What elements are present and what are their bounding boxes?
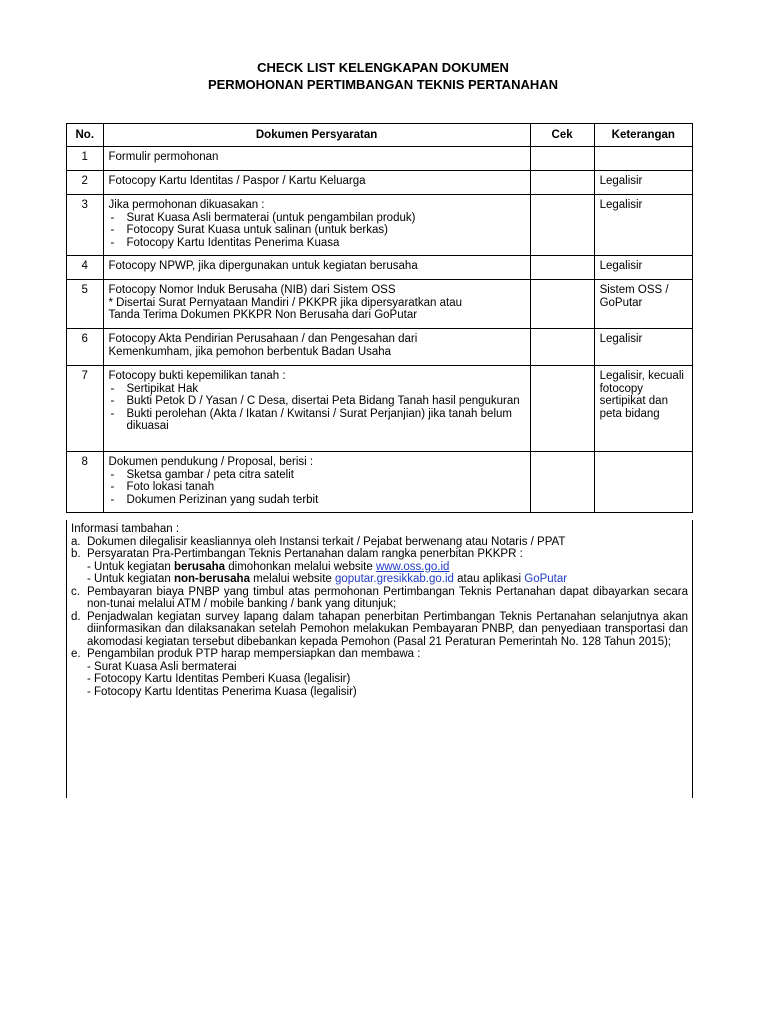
list-item: - Foto lokasi tanah — [109, 481, 525, 494]
info-letter: c. — [71, 585, 80, 598]
document-text: Fotocopy bukti kepemilikan tanah : — [108, 370, 286, 382]
remarks-cell — [594, 147, 692, 171]
info-b-line2-post: atau aplikasi — [453, 573, 525, 585]
row-number: 3 — [67, 195, 104, 256]
info-b-line-1 — [87, 561, 688, 574]
list-item: - Fotocopy Kartu Identitas Penerima Kuasa — [109, 237, 525, 250]
remarks-cell: Sistem OSS / GoPutar — [594, 280, 692, 329]
info-text: Penjadwalan kegiatan survey lapang dalam tahapan penerbitan Pertimbangan Teknis Pertanahan selanjutnya akan diinformasikan dan dilaksanakan setelah Pemohon melakukan Pembayaran PNBP, dan penyediaan transportasi dan akomodasi kegiatan tersebut dibebankan kepada Pemohon (Pasal 21 Peraturan Pemerintah No. 128 Tahun 2015); — [87, 610, 688, 648]
table-row — [67, 195, 693, 256]
row-number: 8 — [67, 452, 104, 513]
document-cell — [103, 329, 530, 366]
info-b-line2-mid: melalui website — [249, 573, 335, 585]
check-cell[interactable] — [530, 329, 594, 366]
check-cell[interactable] — [530, 195, 594, 256]
info-e-item: - Surat Kuasa Asli bermaterai — [87, 660, 237, 673]
oss-link[interactable]: www.oss.go.id — [375, 560, 450, 573]
table-row — [67, 366, 693, 452]
info-b-line1-pre: - Untuk kegiatan — [87, 560, 174, 573]
info-text: Pembayaran biaya PNBP yang timbul atas permohonan Pertimbangan Teknis Pertanahan dapat dibayarkan secara non-tunai melalui ATM / mobile banking / bank yang ditunjuk; — [87, 585, 688, 610]
row-number: 4 — [67, 256, 104, 280]
list-item: - Sertipikat Hak — [109, 383, 525, 396]
document-text: Kemenkumham, jika pemohon berbentuk Badan Usaha — [108, 345, 392, 358]
document-text: Jika permohonan dikuasakan : — [108, 199, 265, 211]
info-e-item: - Fotocopy Kartu Identitas Pemberi Kuasa (legalisir) — [87, 673, 351, 685]
document-text: Fotocopy NPWP, jika dipergunakan untuk kegiatan berusaha — [108, 260, 418, 272]
info-b-line2-bold: non-berusaha — [173, 573, 250, 585]
info-item-d — [71, 611, 688, 649]
title-line-1: CHECK LIST KELENGKAPAN DOKUMEN — [257, 60, 509, 75]
document-text: Fotocopy Akta Pendirian Perusahaan / dan Pengesahan dari — [108, 333, 418, 345]
title-line-2: PERMOHONAN PERTIMBANGAN TEKNIS PERTANAHAN — [207, 77, 559, 92]
row-number: 7 — [67, 366, 104, 452]
document-text: Tanda Terima Dokumen PKKPR Non Berusaha dari GoPutar — [108, 309, 418, 321]
document-cell — [103, 366, 530, 452]
table-row — [67, 147, 693, 171]
document-title — [0, 59, 768, 93]
document-cell — [103, 147, 530, 171]
document-text: Fotocopy Kartu Identitas / Paspor / Kartu Keluarga — [108, 175, 366, 187]
goputar-app-name: GoPutar — [524, 573, 568, 585]
info-item-b — [71, 548, 688, 586]
check-cell[interactable] — [530, 171, 594, 195]
list-item: - Bukti Petok D / Yasan / C Desa, disertai Peta Bidang Tanah hasil pengukuran — [109, 395, 525, 408]
document-cell — [103, 452, 530, 513]
list-item: - Dokumen Perizinan yang sudah terbit — [109, 494, 525, 507]
list-item: - Sketsa gambar / peta citra satelit — [109, 469, 525, 482]
info-b-line1-mid: dimohonkan melalui website — [225, 560, 376, 573]
table-row — [67, 256, 693, 280]
header-remarks: Keterangan — [594, 124, 692, 147]
info-b-line2-pre: - Untuk kegiatan — [87, 573, 174, 585]
table-row — [67, 280, 693, 329]
row-number: 1 — [67, 147, 104, 171]
table-row — [67, 171, 693, 195]
row-number: 5 — [67, 280, 104, 329]
check-cell[interactable] — [530, 366, 594, 452]
table-row — [67, 329, 693, 366]
document-cell — [103, 256, 530, 280]
info-item-e — [71, 648, 688, 698]
document-cell — [103, 280, 530, 329]
info-letter: a. — [71, 535, 81, 548]
remarks-cell: Legalisir, kecuali fotocopy sertipikat dan peta bidang — [594, 366, 692, 452]
document-cell — [103, 195, 530, 256]
document-text: Dokumen pendukung / Proposal, berisi : — [108, 456, 314, 468]
document-cell — [103, 171, 530, 195]
header-document: Dokumen Persyaratan — [103, 124, 530, 147]
list-item: - Fotocopy Surat Kuasa untuk salinan (untuk berkas) — [109, 224, 525, 237]
info-text: Persyaratan Pra-Pertimbangan Teknis Pertanahan dalam rangka penerbitan PKKPR : — [87, 548, 523, 560]
info-item-a — [71, 536, 688, 549]
header-no: No. — [67, 124, 104, 147]
table-header-row — [67, 124, 693, 147]
document-text: * Disertai Surat Pernyataan Mandiri / PKKPR jika dipersyaratkan atau — [108, 296, 462, 309]
list-item: - Surat Kuasa Asli bermaterai (untuk pengambilan produk) — [109, 212, 525, 225]
list-item: - Bukti perolehan (Akta / Ikatan / Kwitansi / Surat Perjanjian) jika tanah belum dikuasai — [109, 408, 525, 433]
remarks-cell — [594, 452, 692, 513]
info-item-c — [71, 586, 688, 611]
info-b-line-2 — [87, 573, 688, 586]
check-cell[interactable] — [530, 147, 594, 171]
remarks-cell: Legalisir — [594, 171, 692, 195]
check-cell[interactable] — [530, 280, 594, 329]
info-e-item: - Fotocopy Kartu Identitas Penerima Kuasa (legalisir) — [87, 685, 357, 698]
header-check: Cek — [530, 124, 594, 147]
row-number: 2 — [67, 171, 104, 195]
goputar-link[interactable]: goputar.gresikkab.go.id — [335, 573, 454, 585]
info-letter: e. — [71, 648, 81, 660]
check-cell[interactable] — [530, 256, 594, 280]
row-number: 6 — [67, 329, 104, 366]
info-text: Pengambilan produk PTP harap mempersiapkan dan membawa : — [87, 648, 421, 660]
requirement-list — [109, 212, 525, 250]
info-heading: Informasi tambahan : — [71, 523, 180, 535]
remarks-cell: Legalisir — [594, 195, 692, 256]
table-row — [67, 452, 693, 513]
info-b-line1-bold: berusaha — [173, 560, 226, 573]
document-text: Formulir permohonan — [108, 151, 219, 163]
requirement-list — [109, 469, 525, 507]
info-text: Dokumen dilegalisir keasliannya oleh Instansi terkait / Pejabat berwenang atau Notaris / PPAT — [87, 535, 566, 548]
additional-info — [71, 523, 688, 698]
check-cell[interactable] — [530, 452, 594, 513]
document-text: Fotocopy Nomor Induk Berusaha (NIB) dari Sistem OSS — [108, 284, 396, 296]
remarks-cell: Legalisir — [594, 329, 692, 366]
remarks-cell: Legalisir — [594, 256, 692, 280]
info-letter: b. — [71, 548, 81, 560]
checklist-table — [66, 123, 693, 513]
info-letter: d. — [71, 610, 81, 623]
requirement-list — [109, 383, 525, 433]
